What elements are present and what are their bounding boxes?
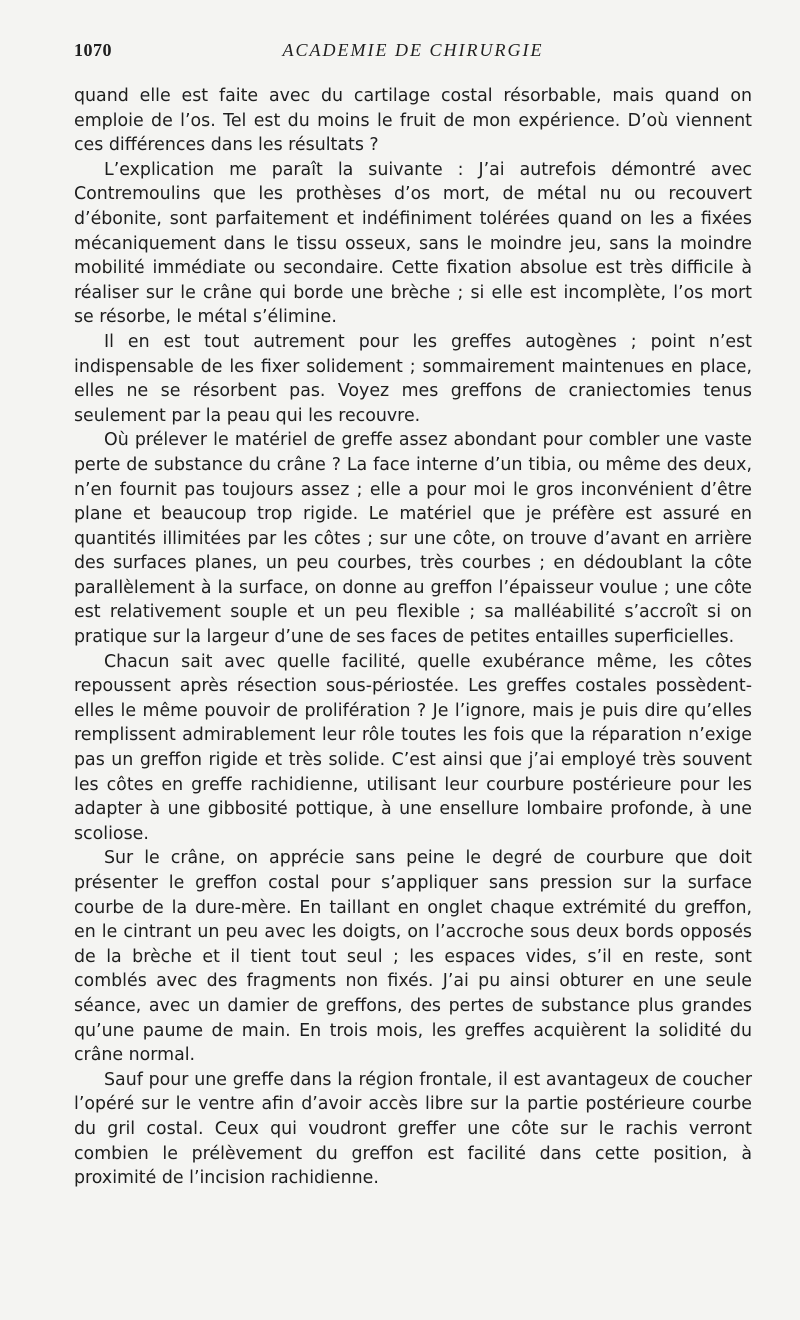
paragraph-7: Sauf pour une greffe dans la région frontale, il est avantageux de coucher l’opéré sur le ventre afin d’avoir accès libre sur la partie postérieure courbe du gril costal. Ceux qui voudront greffer une côte sur le rachis verront combien le prélèvement du greffon est facilité dans cette position, à proximité de l’incision rachidienne. [74, 1069, 752, 1189]
paragraph-1: quand elle est faite avec du cartilage costal résorbable, mais quand on emploie de l’os. Tel est du moins le fruit de mon expérience. D’où viennent ces différences dans les résultats ? [74, 86, 752, 156]
paragraph-6: Sur le crâne, on apprécie sans peine le degré de courbure que doit présenter le greffon costal pour s’appliquer sans pression sur la surface courbe de la dure-mère. En taillant en onglet chaque extrémité du greffon, en le cintrant un peu avec les doigts, on l’accroche sous deux bords opposés de la brèche et il tient tout seul ; les espaces vides, s’il en reste, sont comblés avec des fragments non fixés. J’ai pu ainsi obturer en une seule séance, avec un damier de greffons, des pertes de substance plus grandes qu’une paume de main. En trois mois, les greffes acquièrent la solidité du crâne normal. [74, 848, 752, 1066]
body-text [74, 84, 752, 1191]
journal-title: ACADEMIE DE CHIRURGIE [282, 40, 544, 60]
paragraph-2: L’explication me paraît la suivante : J’ai autrefois démontré avec Contremoulins que les prothèses d’os mort, de métal nu ou recouvert d’ébonite, sont parfaitement et indéfiniment tolérées quand on les a fixées mécaniquement dans le tissu osseux, sans le moindre jeu, sans la moindre mobilité immédiate ou secondaire. Cette fixation absolue est très difficile à réaliser sur le crâne qui borde une brèche ; si elle est incomplète, l’os mort se résorbe, le métal s’élimine. [74, 159, 752, 328]
running-head [74, 40, 752, 66]
page-number: 1070 [74, 40, 112, 60]
paragraph-5: Chacun sait avec quelle facilité, quelle exubérance même, les côtes repoussent après résection sous-périostée. Les greffes costales possèdent-elles le même pouvoir de prolifération ? Je l’ignore, mais je puis dire qu’elles remplissent admirablement leur rôle toutes les fois que la réparation n’exige pas un greffon rigide et très solide. C’est ainsi que j’ai employé très souvent les côtes en greffe rachidienne, utilisant leur courbure postérieure pour les adapter à une gibbosité pottique, à une ensellure lombaire profonde, à une scoliose. [74, 651, 752, 844]
paragraph-3: Il en est tout autrement pour les greffes autogènes ; point n’est indispensable de les fixer solidement ; sommairement maintenues en place, elles ne se résorbent pas. Voyez mes greffons de craniectomies tenus seulement par la peau qui les recouvre. [74, 331, 752, 426]
paragraph-4: Où prélever le matériel de greffe assez abondant pour combler une vaste perte de substance du crâne ? La face interne d’un tibia, ou même des deux, n’en fournit pas toujours assez ; elle a pour moi le gros inconvénient d’être plane et beaucoup trop rigide. Le matériel que je préfère est assuré en quantités illimitées par les côtes ; sur une côte, on trouve d’avant en arrière des surfaces planes, un peu courbes, très courbes ; en dédoublant la côte parallèlement à la surface, on donne au greffon l’épaisseur voulue ; une côte est relativement souple et un peu flexible ; sa malléabilité s’accroît si on pratique sur la largeur d’une de ses faces de petites entailles superficielles. [74, 430, 752, 648]
